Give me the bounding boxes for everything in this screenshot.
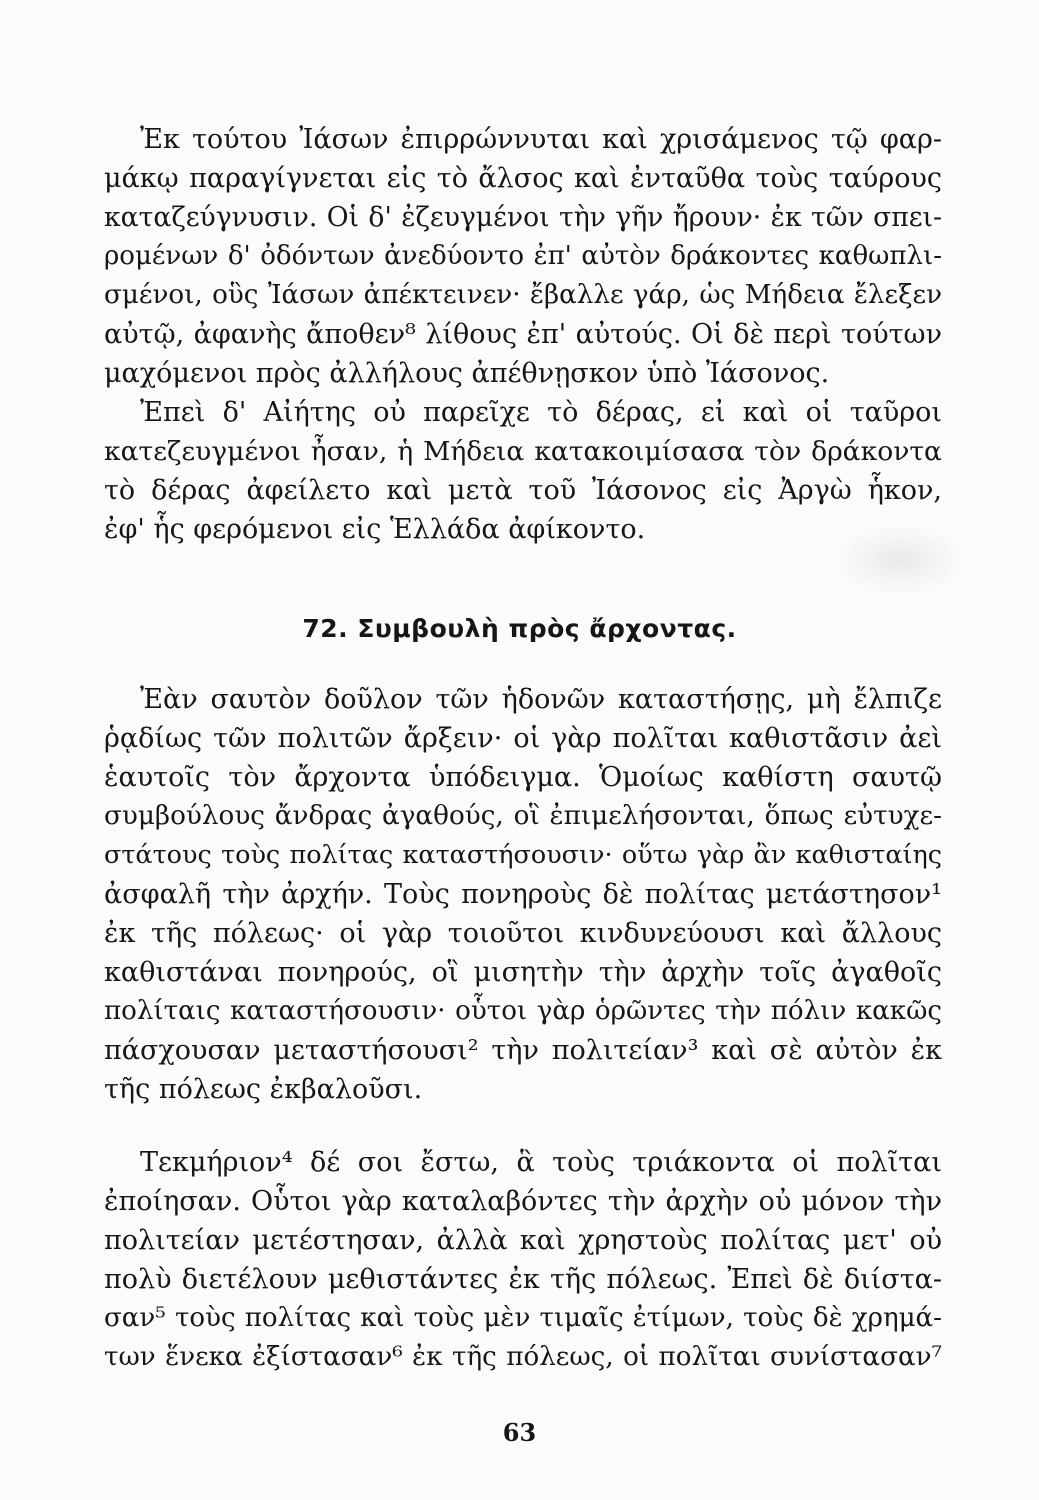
text-line: Ἐὰν σαυτὸν δοῦλον τῶν ἡδονῶν καταστήσῃς, μὴ ἔλπιζε <box>140 684 942 715</box>
text-line: Ἐκ τούτου Ἰάσων ἐπιρρώννυται καὶ χρισάμενος τῷ φαρ- <box>140 124 942 155</box>
text-line: σαν⁵ τοὺς πολίτας καὶ τοὺς μὲν τιμαῖς ἐτίμων, τοὺς δὲ χρημά- <box>104 1303 942 1333</box>
text-line: Τεκμήριον⁴ δέ σοι ἔστω, ἃ τοὺς τριάκοντα οἱ πολῖται <box>140 1147 942 1178</box>
text-line: καταζεύγνυσιν. Οἱ δ' ἐζευγμένοι τὴν γῆν ἤρουν· ἐκ τῶν σπει- <box>104 202 942 233</box>
advice-paragraph <box>104 680 942 1109</box>
text-line: σμένοι, οὓς Ἰάσων ἀπέκτεινεν· ἔβαλλε γάρ, ὡς Μήδεια ἔλεξεν <box>104 280 942 310</box>
story-paragraph <box>104 120 942 549</box>
text-line: των ἕνεκα ἐξίστασαν⁶ ἐκ τῆς πόλεως, οἱ πολῖται συνίστασαν⁷ <box>104 1342 942 1372</box>
text-line: ῥᾳδίως τῶν πολιτῶν ἄρξειν· οἱ γὰρ πολῖται καθιστᾶσιν ἀεὶ <box>104 723 942 754</box>
text-line: πάσχουσαν μεταστήσουσι² τὴν πολιτείαν³ καὶ σὲ αὐτὸν ἐκ <box>104 1035 942 1066</box>
text-line: ἑαυτοῖς τὸν ἄρχοντα ὑπόδειγμα. Ὁμοίως καθίστη σαυτῷ <box>104 762 942 793</box>
text-line: τῆς πόλεως ἐκβαλοῦσι. <box>104 1074 423 1105</box>
text-line: πολὺ διετέλουν μεθιστάντες ἐκ τῆς πόλεως. Ἐπεὶ δὲ διίστα- <box>104 1264 942 1295</box>
text-line: μάκῳ παραγίγνεται εἰς τὸ ἄλσος καὶ ἐνταῦθα τοὺς ταύρους <box>104 163 942 194</box>
text-line: ἐφ' ἧς φερόμενοι εἰς Ἑλλάδα ἀφίκοντο. <box>104 514 646 545</box>
example-paragraph <box>104 1143 942 1377</box>
text-line: καθιστάναι πονηρούς, οἳ μισητὴν τὴν ἀρχὴν τοῖς ἀγαθοῖς <box>104 957 942 988</box>
text-line: μαχόμενοι πρὸς ἀλλήλους ἀπέθνῃσκον ὑπὸ Ἰάσονος. <box>104 358 830 389</box>
section-heading: 72. Συμβουλὴ πρὸς ἄρχοντας. <box>302 614 737 643</box>
text-line: τὸ δέρας ἀφείλετο καὶ μετὰ τοῦ Ἰάσονος εἰς Ἀργὼ ἧκον, <box>104 475 942 506</box>
text-line: ἀσφαλῆ τὴν ἀρχήν. Τοὺς πονηροὺς δὲ πολίτας μετάστησον¹ <box>104 879 942 910</box>
text-line: συμβούλους ἄνδρας ἀγαθούς, οἳ ἐπιμελήσονται, ὅπως εὐτυχε- <box>104 801 942 831</box>
text-line: πολίταις καταστήσουσιν· οὗτοι γὰρ ὁρῶντες τὴν πόλιν κακῶς <box>104 996 942 1026</box>
text-line: ἐκ τῆς πόλεως· οἱ γὰρ τοιοῦτοι κινδυνεύουσι καὶ ἄλλους <box>104 918 942 949</box>
page-number: 63 <box>502 1418 537 1447</box>
text-line: Ἐπεὶ δ' Αἰήτης οὐ παρεῖχε τὸ δέρας, εἰ καὶ οἱ ταῦροι <box>140 397 942 428</box>
text-line: κατεζευγμένοι ἦσαν, ἡ Μήδεια κατακοιμίσασα τὸν δράκοντα <box>104 436 942 467</box>
text-line: αὐτῷ, ἀφανὴς ἄποθεν⁸ λίθους ἐπ' αὐτούς. Οἱ δὲ περὶ τούτων <box>104 319 942 350</box>
text-line: ρομένων δ' ὀδόντων ἀνεδύοντο ἐπ' αὐτὸν δράκοντες καθωπλι- <box>104 241 942 271</box>
text-line: ἐποίησαν. Οὗτοι γὰρ καταλαβόντες τὴν ἀρχὴν οὐ μόνον τὴν <box>104 1186 942 1217</box>
text-line: πολιτείαν μετέστησαν, ἀλλὰ καὶ χρηστοὺς πολίτας μετ' οὐ <box>104 1225 942 1256</box>
text-line: στάτους τοὺς πολίτας καταστήσουσιν· οὕτω γὰρ ἂν καθισταίης <box>104 840 942 870</box>
